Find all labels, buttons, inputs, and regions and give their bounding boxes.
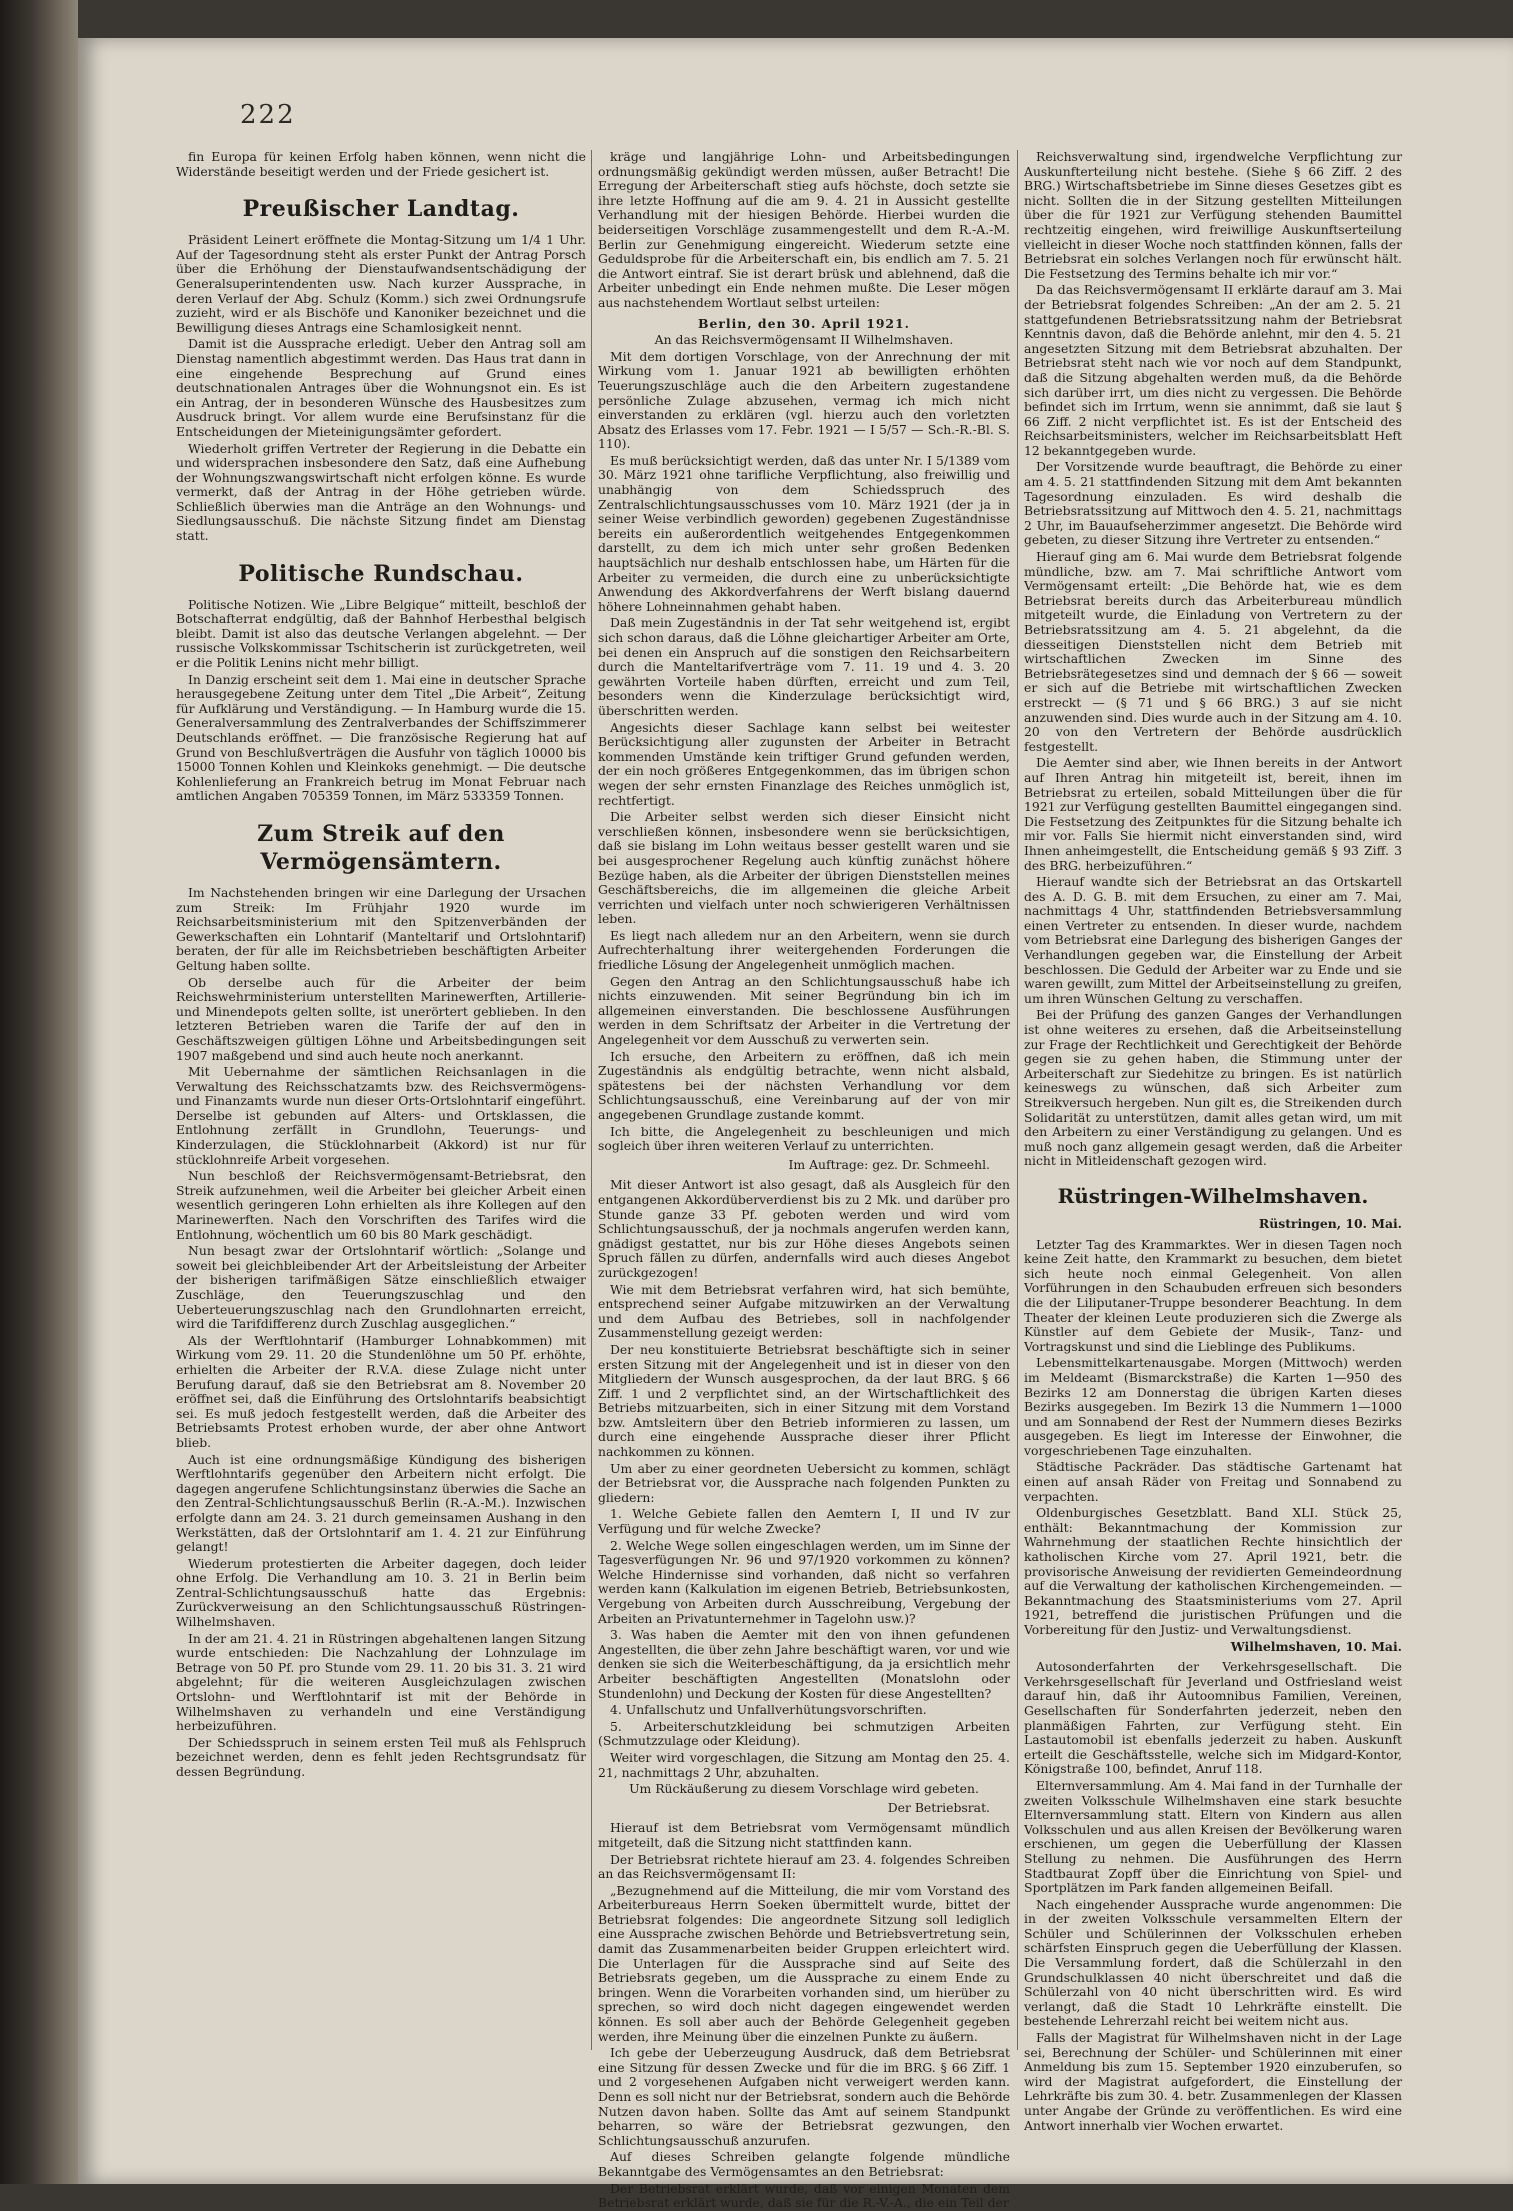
paragraph: Daß mein Zugeständnis in der Tat sehr weitgehend ist, ergibt sich schon daraus, daß die Löhne gleichartiger Arbeiter am Orte, bei denen ein Anspruch auf die sonstigen den Reichsarbeitern durch die Manteltarifverträge vom 7. 11. 19 und 4. 3. 20 gewährten Vorteile haben dürften, erreicht und zum Teil, besonders wenn die Kinderzulage berücksichtigt wird, überschritten werden. (598, 615, 1010, 718)
list-item: 3. Was haben die Aemter mit den von ihnen gefundenen Angestellten, die über zehn Jahre beschäftigt waren, vor und wie denken sie sich die Weiterbeschäftigung, da ja ersichtlich mehr Arbeiter beschäftigten Angestellten (Monatslohn oder Stundenlohn) und Deckung der Kosten für diese Angestellten? (598, 1627, 1010, 1701)
paragraph: Um Rückäußerung zu diesem Vorschlage wird gebeten. (629, 1781, 979, 1797)
paragraph: Ich bitte, die Angelegenheit zu beschleunigen und mich sogleich über ihren weiteren Verlauf zu unterrichten. (598, 1123, 1010, 1154)
paragraph: Hierauf ging am 6. Mai wurde dem Betriebsrat folgende mündliche, bzw. am 7. Mai schriftliche Antwort vom Vermögensamt erteilt: „Die Behörde hat, wie es dem Betriebsrat bereits durch das Arbeiterbureau mündlich mitgeteilt wurde, die Einladung von Vertretern zu der Betriebsratssitzung am 4. 5. 21 abgelehnt, da die diesseitigen Dienststellen nicht dem Betrieb mit wirtschaftlichen Zwecken im Sinne des Betriebsrätegesetzes sind und demnach der § 66 — soweit er sich auf die Betriebe mit wirtschaftlichen Zwecken erstreckt — (§ 71 und § 66 BRG.) 3 auf sie nicht anzuwenden sind. Dies wurde auch in der Sitzung am 4. 10. 20 von den Vertretern der Behörde ausdrücklich festgestellt. (1024, 549, 1402, 754)
paragraph: Der Betriebsrat richtete hierauf am 23. 4. folgendes Schreiben an das Reichsvermögensamt II: (598, 1851, 1010, 1882)
column-1 (176, 150, 586, 2050)
paragraph: Ich ersuche, den Arbeitern zu eröffnen, daß ich mein Zugeständnis als endgültig betrachte, wenn nicht alsbald, spätestens bei der nächsten Verhandlung vor dem Schlichtungsausschuß, eine Vereinbarung auf der von mir angegebenen Grundlage zustande kommt. (598, 1048, 1010, 1122)
paragraph: Mit dieser Antwort ist also gesagt, daß als Ausgleich für den entgangenen Akkordüberverdienst bis zu 2 Mk. und darüber pro Stunde ganze 33 Pf. geboten werden und wird vom Schlichtungsausschuß, der ja nochmals angerufen werden kann, gnädigst gestattet, nur bis zur Höhe dieses Angebots seinen Spruch fällen zu dürfen, andernfalls wird auch dieses Angebot zurückgezogen! (598, 1177, 1010, 1280)
paragraph: Bei der Prüfung des ganzen Ganges der Verhandlungen ist ohne weiteres zu ersehen, daß die Arbeitseinstellung zur Frage der Rechtlichkeit und Gerechtigkeit der Behörde gegen sie zu gehen haben, die Stimmung unter der Arbeiterschaft zur Siedehitze zu bringen. Es ist natürlich keineswegs zu wünschen, daß sich Arbeiter zum Streikversuch hergeben. Nun gilt es, die Streikenden durch Solidarität zu unterstützen, damit alles getan wird, um mit den Arbeitern zu einer Verständigung zu gelangen. Und es muß noch ganz allgemein gesagt werden, daß die Arbeiter nicht in Mitleidenschaft gezogen wird. (1024, 1007, 1402, 1169)
paragraph: Damit ist die Aussprache erledigt. Ueber den Antrag soll am Dienstag namentlich abgestimmt werden. Das Haus trat dann in eine eingehende Besprechung auf Grund eines deutschnationalen Antrages über die Wohnungsnot ein. Es ist ein Antrag, der in besonderen Wünsche des Hausbesitzes zum Ausdruck bringt. Vor allem wurde eine Berufsinstanz für die Entscheidungen der Mieteinigungsämter gefordert. (176, 336, 586, 439)
paragraph: Im Nachstehenden bringen wir eine Darlegung der Ursachen zum Streik: Im Frühjahr 1920 wurde im Reichsarbeitsministerium mit den Spitzenverbänden der Gewerkschaften ein Lohntarif (Manteltarif und Ortslohntarif) beraten, der für alle im Reichsbetrieben beschäftigten Arbeiter Geltung haben sollte. (176, 884, 586, 973)
paragraph: Nach eingehender Aussprache wurde angenommen: Die in der zweiten Volksschule versammelten Eltern der Schüler und Schülerinnen der Volksschulen erheben schärfsten Einspruch gegen die Ueberfüllung der Klassen. Die Versammlung fordert, daß die Schülerzahl in den Grundschulklassen 40 nicht überschreitet und daß die Schülerzahl von 40 nicht überschritten wird. Es wird verlangt, daß die Stadt 10 Lehrkräfte einstellt. Die bestehende Lehrerzahl reicht bei weitem nicht aus. (1024, 1896, 1402, 2029)
paragraph: Der Betriebsrat erklärt wurde, daß vor einigen Monaten dem Betriebsrat erklärt wurde, daß sie für die R.-V.-A., die ein Teil der (598, 2180, 1010, 2211)
heading-politische-rundschau: Politische Rundschau. (238, 560, 524, 587)
paragraph: Hierauf wandte sich der Betriebsrat an das Ortskartell des A. D. G. B. mit dem Ersuchen, zu einer am 7. Mai, nachmittags 4 Uhr, stattfindenden Betriebsversammlung einen Vertreter zu entsenden. In dieser wurde, nachdem vom Betriebsrat eine Darlegung des bisherigen Ganges der Verhandlungen gegeben war, die Einstellung der Arbeit beschlossen. Die Geduld der Arbeiter war zu Ende und sie waren gewillt, zum Mittel der Arbeitseinstellung zu greifen, um ihren Wünschen Geltung zu verschaffen. (1024, 874, 1402, 1006)
paragraph: Wiederum protestierten die Arbeiter dagegen, doch leider ohne Erfolg. Die Verhandlung am 10. 3. 21 in Berlin beim Zentral-Schlichtungsausschuß hatte das Ergebnis: Zurückverweisung an den Schlichtungsausschuß Rüstringen-Wilhelmshaven. (176, 1555, 586, 1630)
dateline-wilhelmshaven: Wilhelmshaven, 10. Mai. (1230, 1638, 1402, 1654)
paragraph: kräge und langjährige Lohn- und Arbeitsbedingungen ordnungsmäßig gekündigt werden müssen, außer Betracht! Die Erregung der Arbeiterschaft stieg aufs höchste, doch setzte sie ihre letzte Hoffnung auf die am 9. 4. 21 in Aussicht gestellte Verhandlung mit der hiesigen Behörde. Hierbei wurden die beiderseitigen Vorschläge zusammengestellt und dem R.-A.-M. Berlin zur Genehmigung eingereicht. Wiederum setzte eine Geduldsprobe für die Arbeiterschaft ein, bis endlich am 7. 5. 21 die Antwort eintraf. Sie ist derart brüsk und ablehnend, daß die Arbeiter unbedingt ein Ende nehmen mußte. Die Leser mögen aus nachstehendem Wortlaut selbst urteilen: (598, 149, 1010, 310)
paragraph: Weiter wird vorgeschlagen, die Sitzung am Montag den 25. 4. 21, nachmittags 2 Uhr, abzuhalten. (598, 1749, 1010, 1780)
paragraph: Elternversammlung. Am 4. Mai fand in der Turnhalle der zweiten Volksschule Wilhelmshaven eine stark besuchte Elternversammlung statt. Eltern von Kindern aus allen Volksschulen und aus allen Kreisen der Bevölkerung waren erschienen, um gegen die Ueberfüllung der Klassen Stellung zu nehmen. Die Ausführungen des Herrn Stadtbaurat Zopff über die Einrichtung von Spiel- und Sportplätzen im Park fanden allgemeinen Beifall. (1024, 1777, 1402, 1896)
paragraph: Ob derselbe auch für die Arbeiter der beim Reichswehrministerium unterstellten Marinewerften, Artillerie- und Minendepots gelten sollte, ist unerörtert geblieben. In den letzteren Betrieben waren die Tarife der auf den in Geschäftszweigen gültigen Löhne und Arbeitsbedingungen seit 1907 maßgebend und sind auch heute noch anerkannt. (176, 974, 586, 1063)
paragraph: Reichsverwaltung sind, irgendwelche Verpflichtung zur Auskunfterteilung nicht bestehe. (Siehe § 66 Ziff. 2 des BRG.) Wirtschaftsbetriebe im Sinne dieses Gesetzes gibt es nicht. Sollten die in der Sitzung gestellten Mitteilungen über die für 1921 zur Verfügung stehenden Baumittel rechtzeitig eingehen, wird freiwillige Auskunftserteilung vielleicht in dieser Woche noch stattfinden können, falls der Betriebsrat ein solches Verlangen noch für erwünscht hält. Die Festsetzung des Termins behalte ich mir vor.“ (1024, 149, 1402, 281)
paragraph: Falls der Magistrat für Wilhelmshaven nicht in der Lage sei, Berechnung der Schüler- und Schülerinnen mit einer Anmeldung bis zum 15. September 1920 einzuberufen, so wird der Magistrat aufgefordert, die Einstellung der Lehrkräfte bis zum 30. 4. betr. Zusammenlegen der Klassen unter Angabe der Gründe zu veröffentlichen. Es wird eine Antwort innerhalb vier Wochen erwartet. (1024, 2030, 1402, 2133)
paragraph: Letzter Tag des Krammarktes. Wer in diesen Tagen noch keine Zeit hatte, den Krammarkt zu besuchen, dem bietet sich heute noch einmal Gelegenheit. Von allen Vorführungen in den Schaubuden erfreuen sich besonders die der Liliputaner-Truppe besonderer Beachtung. In dem Theater der kleinen Leute produzieren sich die Zwerge als Künstler auf dem Gebiete der Musik-, Tanz- und Vortragskunst und sind die Lieblinge des Publikums. (1024, 1236, 1402, 1354)
paragraph: In Danzig erscheint seit dem 1. Mai eine in deutscher Sprache herausgegebene Zeitung unter dem Titel „Die Arbeit“, Zeitung für Aufklärung und Verständigung. — In Hamburg wurde die 15. Generalversammlung des Zentralverbandes der Schiffszimmerer Deutschlands eröffnet. — Die französische Regierung hat auf Grund von Beschlußverträgen die Ausfuhr von täglich 10000 bis 15000 Tonnen Kohlen und Kleinkoks genehmigt. — Die deutsche Kohlenlieferung an Frankreich betrug im Monat Februar nach amtlichen Angaben 705359 Tonnen, im März 533359 Tonnen. (176, 671, 586, 804)
paragraph: Nun besagt zwar der Ortslohntarif wörtlich: „Solange und soweit bei gleichbleibender Art der Arbeitsleistung der Arbeiter der bisherigen tarifmäßigen Sätze einschließlich etwaiger Zuschläge, den Teuerungszuschlag und den Ueberteuerungszuschlag nach den Grundlohnarten erreicht, wird die Tarifdifferenz durch Zuschlag ausgeglichen.“ (176, 1243, 586, 1332)
book-binding (0, 0, 78, 2184)
heading-preussischer-landtag: Preußischer Landtag. (242, 196, 520, 223)
betriebsrat-signature: Der Betriebsrat. (887, 1799, 990, 1815)
paragraph: Lebensmittelkartenausgabe. Morgen (Mittwoch) werden im Meldeamt (Bismarckstraße) die Karten 1—950 des Bezirks 12 am Donnerstag die übrigen Karten dieses Bezirks ausgegeben. Im Bezirk 13 die Nummern 1—1000 und am Sonnabend der Rest der Nummern dieses Bezirks ausgegeben. Es liegt im Interesse der Einwohner, die vorgeschriebenen Tage einzuhalten. (1024, 1355, 1402, 1458)
column-rule-2 (1017, 150, 1018, 2050)
paragraph: Gegen den Antrag an den Schlichtungsausschuß habe ich nichts einzuwenden. Mit seiner Begründung bin ich im allgemeinen einverstanden. Die beschlossene Ausführungen werden in dem Schriftsatz der Arbeiter in die Vertretung der Angelegenheit vor dem Ausschuß zu verwerten sein. (598, 973, 1010, 1048)
paragraph: Wie mit dem Betriebsrat verfahren wird, hat sich bemühte, entsprechend seiner Aufgabe mitzuwirken an der Verwaltung und dem Aufbau des Betriebes, soll in nachfolgender Zusammenstellung gezeigt werden: (598, 1281, 1010, 1341)
paragraph: „Bezugnehmend auf die Mitteilung, die mir vom Vorstand des Arbeiterbureaus Herrn Soeken übermittelt wurde, bittet der Betriebsrat folgendes: Die angeordnete Sitzung soll lediglich eine Aussprache zwischen Behörde und Betriebsvertretung sein, damit das Zusammenarbeiten beider Gruppen erleichtert wird. Die Unterlagen für die Aussprache sind auf Seite des Betriebsrats gegeben, um die Aussprache zu einem Ende zu bringen. Wenn die Vorarbeiten vorhanden sind, um hierüber zu sprechen, so wird doch nicht dagegen eingewendet werden können. Es soll aber auch der Behörde Gelegenheit gegeben werden, ihre Meinung über die einzelnen Punkte zu äußern. (598, 1882, 1010, 2044)
paragraph: Autosonderfahrten der Verkehrsgesellschaft. Die Verkehrsgesellschaft für Jeverland und Ostfriesland weist darauf hin, daß ihr Autoomnibus Familien, Vereinen, Gesellschaften für Sonderfahrten jederzeit, neben den planmäßigen Fahrten, zur Verfügung steht. Ein Lastautomobil ist ebenfalls jederzeit zu haben. Auskunft erteilt die Geschäftsstelle, welche sich im Midgard-Kontor, Königstraße 100, befindet, Anruf 118. (1024, 1659, 1402, 1777)
paragraph: Der Vorsitzende wurde beauftragt, die Behörde zu einer am 4. 5. 21 stattfindenden Sitzung mit dem Amt bekannten Tagesordnung einzuladen. Es wird deshalb die Betriebsratssitzung auf Mittwoch den 4. 5. 21, nachmittags 2 Uhr, im Bauaufseherzimmer angesetzt. Die Behörde wird gebeten, zu dieser Sitzung ihre Vertreter zu entsenden.“ (1024, 459, 1402, 548)
list-item: 2. Welche Wege sollen eingeschlagen werden, um im Sinne der Tagesverfügungen Nr. 96 und 97/1920 vorkommen zu können? Welche Hindernisse sind vorhanden, daß nicht so verfahren werden kann (Kalkulation im eigenen Betrieb, Betriebsunkosten, Vergebung von Arbeiten durch Ausschreibung, Vergebung der Arbeiten an Privatunternehmer in Tagelohn usw.)? (598, 1537, 1010, 1626)
paragraph: Auf dieses Schreiben gelangte folgende mündliche Bekanntgabe des Vermögensamtes an den Betriebsrat: (598, 2149, 1010, 2179)
list-item: 4. Unfallschutz und Unfallverhütungsvorschriften. (610, 1702, 927, 1718)
paragraph: Mit dem dortigen Vorschlage, von der Anrechnung der mit Wirkung vom 1. Januar 1921 ab bewilligten erhöhten Teuerungszuschläge auch die den Arbeitern zugestandene persönliche Zulage abzusehen, vermag ich mich nicht einverstanden zu erklären (vgl. hierzu auch den vorletzten Absatz des Erlasses vom 17. Febr. 1921 — I 5/57 — Sch.-R.-Bl. S. 110). (598, 348, 1010, 452)
paragraph: Nun beschloß der Reichsvermögensamt-Betriebsrat, den Streik aufzunehmen, weil die Arbeiter bei gleicher Arbeit einen wesentlich geringeren Lohn erhielten als ihre Kollegen auf den Marinewerften. Nach den Vorschriften des Tarifes wird die Entlohnung, wöchentlich um 60 bis 80 Mark geschädigt. (176, 1168, 586, 1242)
paragraph: In der am 21. 4. 21 in Rüstringen abgehaltenen langen Sitzung wurde entschieden: Die Nachzahlung der Lohnzulage im Betrage von 50 Pf. pro Stunde vom 29. 11. 20 bis 31. 3. 21 wird abgelehnt; für die weiteren Ausgleichzulagen zwischen Ortslohn- und Werftlohntarif ist mit der Behörde in Wilhelmshaven zu verhandeln und eine Verständigung herbeizuführen. (176, 1630, 586, 1734)
paragraph: Hierauf ist dem Betriebsrat vom Vermögensamt mündlich mitgeteilt, daß die Sitzung nicht stattfinden kann. (598, 1820, 1010, 1850)
paragraph: Der neu konstituierte Betriebsrat beschäftigte sich in seiner ersten Sitzung mit der Angelegenheit und ist in dieser von den Mitgliedern der Wunsch ausgesprochen, da der laut BRG. § 66 Ziff. 1 und 2 verpflichtet sind, an der Wirtschaftlichkeit des Betriebs mitzuarbeiten, sich in einer Sitzung mit dem Vorstand bzw. Amtsleitern über den Betrieb informieren zu lassen, um durch eine eingehende Aussprache dieser ihrer Pflicht nachkommen zu können. (598, 1341, 1010, 1460)
paragraph: Da das Reichsvermögensamt II erklärte darauf am 3. Mai der Betriebsrat folgendes Schreiben: „An der am 2. 5. 21 stattgefundenen Betriebsratssitzung nahm der Betriebsrat Kenntnis davon, daß die Behörde anlehnt, mir den 4. 5. 21 angesetzten Sitzung mit dem Betriebsrat abzuhalten. Der Betriebsrat steht nach wie vor noch auf dem Standpunkt, daß die Sitzung abgehalten werden muß, da die Behörde sich darüber irrt, um dies nicht zu vergessen. Die Behörde befindet sich im Irrtum, wenn sie annimmt, daß sie laut § 66 Ziff. 2 nicht verpflichtet ist. Es ist der Entscheid des Reichsarbeitsministers, welcher im Reichsarbeitsblatt Heft 12 bekanntgegeben wurde. (1024, 282, 1402, 458)
paragraph: Oldenburgisches Gesetzblatt. Band XLI. Stück 25, enthält: Bekanntmachung der Kommission zur Wahrnehmung der staatlichen Rechte hinsichtlich der katholischen Kirche vom 27. April 1921, betr. die provisorische Anweisung der revidierten Gemeindeordnung auf die Verwaltung der katholischen Kirchengemeinden. — Bekanntmachung des Staatsministeriums vom 27. April 1921, betreffend die juristischen Prüfungen und die Vorbereitung für den Justiz- und Verwaltungsdienst. (1024, 1505, 1402, 1637)
letter-signature: Im Auftrage: gez. Dr. Schmeehl. (788, 1156, 990, 1172)
paragraph: Mit Uebernahme der sämtlichen Reichsanlagen in die Verwaltung des Reichsschatzamts bzw. des Reichsvermögens- und Finanzamts wurde nun dieser Orts-Ortslohntarif eingeführt. Derselbe ist gebunden auf Alters- und Ortsklassen, die Entlohnung zerfällt in Grundlohn, Teuerungs- und Kinderzulagen, die Stücklohnarbeit (Akkord) ist nur für stücklohnreife Arbeit vorgesehen. (176, 1064, 586, 1167)
heading-ruestringen-wilhelmshaven: Rüstringen-Wilhelmshaven. (1057, 1183, 1369, 1208)
column-3 (1024, 149, 1402, 2133)
paragraph: Die Arbeiter selbst werden sich dieser Einsicht nicht verschließen können, insbesondere wenn sie berücksichtigen, daß sie bislang im Lohn weitaus besser gestellt waren und sie bei ausgesprochener Regelung auch künftig zunächst höhere Bezüge haben, als die Arbeiter der übrigen Dienststellen meines Geschäftsbereichs, die im allgemeinen die gleiche Arbeit verrichten und vielfach unter noch schwierigeren Verhältnissen leben. (598, 809, 1010, 927)
paragraph: Politische Notizen. Wie „Libre Belgique“ mitteilt, beschloß der Botschafterrat endgültig, daß der Bahnhof Herbesthal belgisch bleibt. Damit ist also das deutsche Verlangen abgelehnt. — Der russische Volkskommissar Tschitscherin ist zurückgetreten, weil er die Politik Lenins nicht mehr billigt. (176, 596, 586, 671)
paragraph: Es muß berücksichtigt werden, daß das unter Nr. I 5/1389 vom 30. März 1921 ohne tarifliche Verpflichtung, also freiwillig und unabhängig von dem Schiedsspruch des Zentralschlichtungsausschusses vom 10. März 1921 (der ja in seiner Weise verbindlich geworden) gegebenen Zugeständnisse bereits ein außerordentlich weitgehendes Entgegenkommen darstellt, zu dem ich mich unter sehr großen Bedenken hauptsächlich nur deshalb entschlossen habe, um Härten für die Arbeiter zu vermeiden, die durch eine zu unberücksichtigte Anwendung des Akkordverfahrens der Werft bislang dauernd höhere Lohneinnahmen gehabt haben. (598, 452, 1010, 614)
intro-paragraph: fin Europa für keinen Erfolg haben können, wenn nicht die Widerstände beseitigt werden und der Friede gesichert ist. (176, 149, 586, 179)
column-rule-1 (591, 150, 592, 2050)
paragraph: Städtische Packräder. Das städtische Gartenamt hat einen auf ansah Räder von Freitag und Sonnabend zu verpachten. (1024, 1459, 1402, 1504)
letter-addressee: An das Reichsvermögensamt II Wilhelmshaven. (654, 332, 954, 348)
paragraph: Die Aemter sind aber, wie Ihnen bereits in der Antwort auf Ihren Antrag hin mitgeteilt ist, bereit, ihnen im Betriebsrat zu erteilen, sobald Mitteilungen über die für 1921 zur Verfügung gestellten Baumittel eingegangen sind. Die Festsetzung des Zeitpunktes für die Sitzung behalte ich mir vor. Falls Sie hiermit nicht einverstanden sind, wird Ihnen anheimgestellt, die Entscheidung gemäß § 93 Ziff. 3 des BRG. herbeizuführen.“ (1024, 755, 1402, 873)
dateline-ruestringen: Rüstringen, 10. Mai. (1258, 1215, 1402, 1231)
list-item: 5. Arbeiterschutzkleidung bei schmutzigen Arbeiten (Schmutzzulage oder Kleidung). (598, 1718, 1010, 1749)
paragraph: Um aber zu einer geordneten Uebersicht zu kommen, schlägt der Betriebsrat vor, die Aussprache nach folgenden Punkten zu gliedern: (598, 1460, 1010, 1505)
heading-streik-vermoegensaemter: Zum Streik auf den Vermögensämtern. (257, 820, 505, 875)
paragraph: Es liegt nach alledem nur an den Arbeitern, wenn sie durch Aufrechterhaltung ihrer weitergehenden Forderungen die friedliche Lösung der Angelegenheit unmöglich machen. (598, 927, 1010, 973)
paragraph: Ich gebe der Ueberzeugung Ausdruck, daß dem Betriebsrat eine Sitzung für dessen Zwecke und für die im BRG. § 66 Ziff. 1 und 2 vorgesehenen Aufgaben nicht verweigert werden kann. Denn es soll nicht nur der Betriebsrat, sondern auch die Behörde Nutzen davon haben. Sollte das Amt auf seinem Standpunkt beharren, so wäre der Betriebsrat gezwungen, den Schlichtungsausschuß anzurufen. (598, 2045, 1010, 2148)
paragraph: Angesichts dieser Sachlage kann selbst bei weitester Berücksichtigung aller zugunsten der Arbeiter in Betracht kommenden Umstände kein triftiger Grund gefunden werden, der ein noch größeres Entgegenkommen, das im übrigen schon wegen der sehr ernsten Finanzlage des Reiches unmöglich ist, rechtfertigt. (598, 719, 1010, 808)
letter-dateline: Berlin, den 30. April 1921. (697, 315, 910, 331)
paragraph: Präsident Leinert eröffnete die Montag-Sitzung um 1/4 1 Uhr. Auf der Tagesordnung steht als erster Punkt der Antrag Porsch über die Erhöhung der Dienstaufwandsentschädigung der Generalsuperintendenten usw. Nach kurzer Aussprache, in deren Verlauf der Abg. Schulz (Komm.) sich zwei Ordnungsrufe zuzieht, wird er als Bischöfe und Kanoniker bezeichnet und die Bewilligung dieses Antrags eine Schamlosigkeit nennt. (176, 232, 586, 335)
page-number: 222 (240, 100, 296, 130)
paragraph: Wiederholt griffen Vertreter der Regierung in die Debatte ein und widersprachen insbesondere den Satz, daß eine Aufhebung der Wohnungszwangswirtschaft nicht erfolgen könne. Es wurde vermerkt, daß der Antrag in der Höhe getrieben würde. Schließlich überwies man die Anträge an den Wohnungs- und Siedlungsausschuß. Die nächste Sitzung findet am Dienstag statt. (176, 440, 586, 544)
paragraph: Der Schiedsspruch in seinem ersten Teil muß als Fehlspruch bezeichnet werden, denn es fehlt jeden Rechtsgrundsatz für dessen Begründung. (176, 1734, 586, 1779)
list-item: 1. Welche Gebiete fallen den Aemtern I, II und IV zur Verfügung und für welche Zwecke? (598, 1506, 1010, 1537)
paragraph: Als der Werftlohntarif (Hamburger Lohnabkommen) mit Wirkung vom 29. 11. 20 die Stundenlöhne um 50 Pf. erhöhte, erhielten die Arbeiter der R.V.A. diese Zulage nicht unter Berufung darauf, daß sie den Betriebsrat am 8. November 20 eröffnet sei, daß die Einführung des Ortslohntarifs beabsichtigt sei. Es muß jedoch festgestellt werden, daß die Arbeiter des Betriebsamts Protest erhoben wurde, der aber ohne Antwort blieb. (176, 1332, 586, 1450)
column-2 (598, 149, 1010, 2211)
paragraph: Auch ist eine ordnungsmäßige Kündigung des bisherigen Werftlohntarifs gegenüber den Arbeitern nicht erfolgt. Die dagegen angerufene Schlichtungsinstanz überwies die Sache an den Zentral-Schlichtungsausschuß Berlin (R.-A.-M.). Inzwischen erfolgte dann am 24. 3. 21 durch gemeinsamen Aushang in den Werkstätten, daß der Ortslohntarif am 1. 4. 21 zur Einführung gelangt! (176, 1451, 586, 1555)
